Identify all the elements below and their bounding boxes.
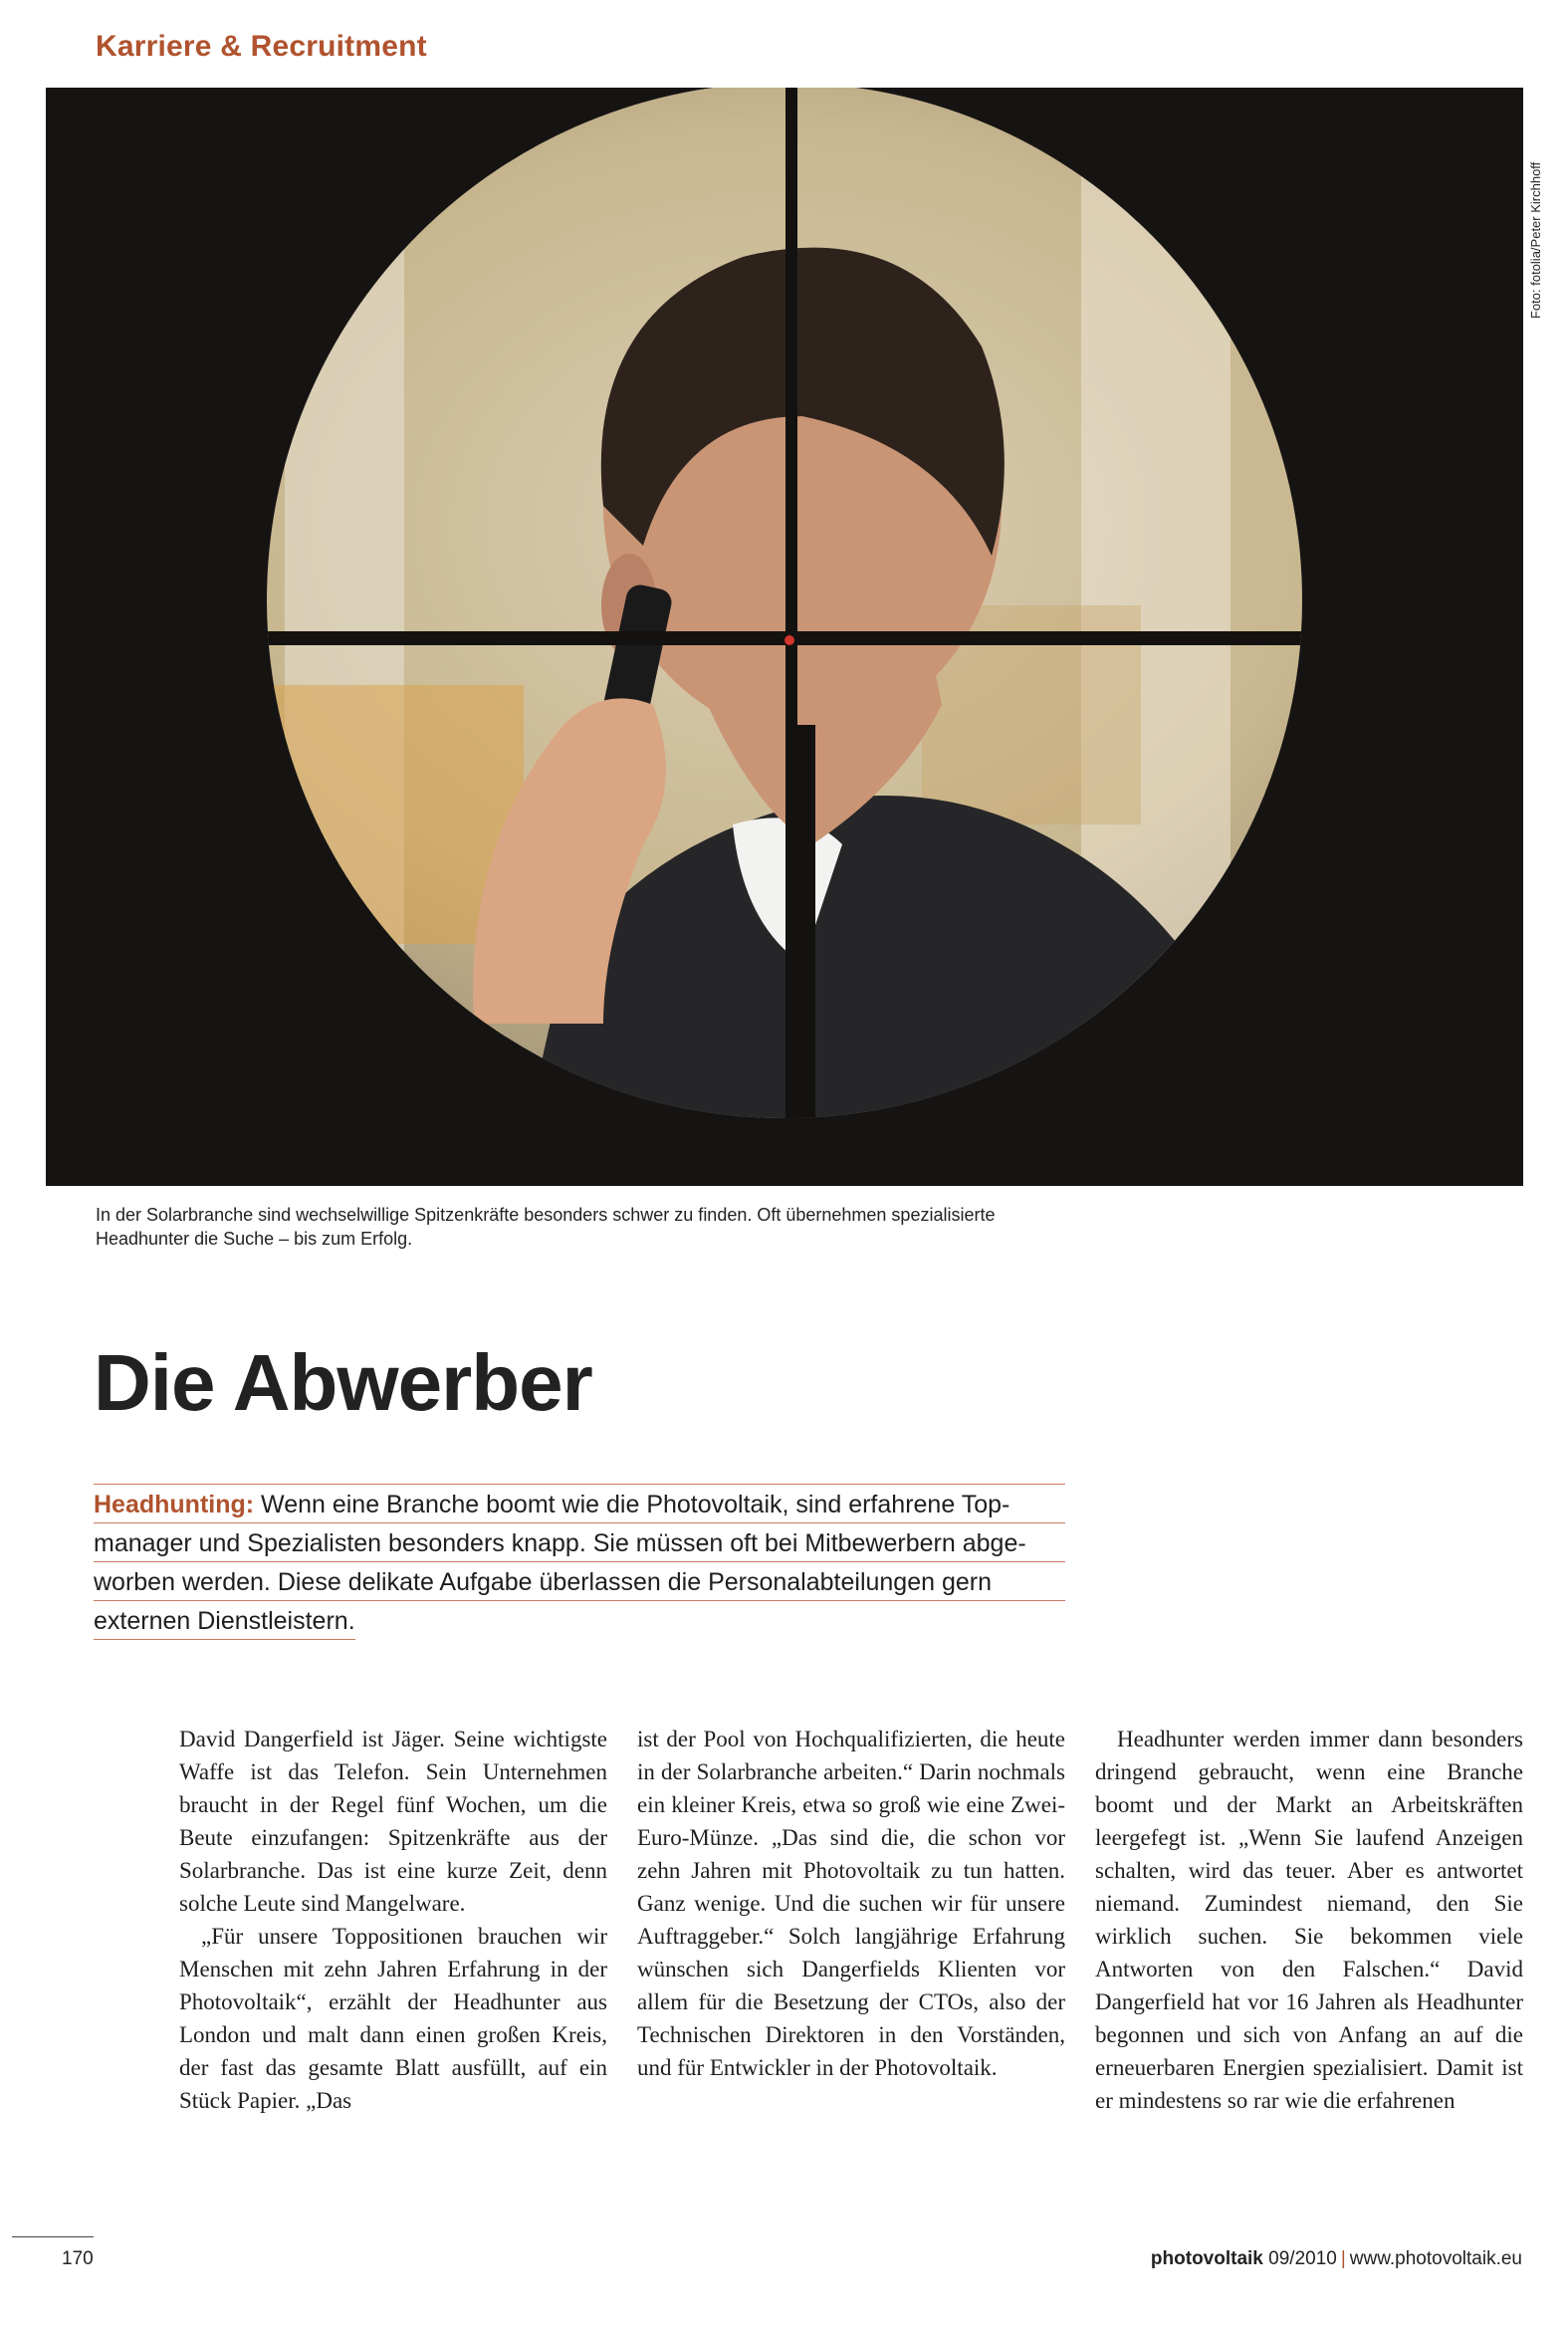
page-number: 170 (62, 2248, 94, 2269)
footer-separator: | (1340, 2248, 1346, 2269)
column-3-paragraph-1: Headhunter werden immer dann besonders dringend gebraucht, wenn eine Branche boomt und der Markt an Arbeitskräften leergefegt ist. „Wenn Sie laufend Anzeigen schalten, wird das teuer. Aber es antwortet niemand. Zumindest niemand, den Sie wirklich suchen. Sie bekommen viele Antworten von den Falschen.“ David Dangerfield hat vor 16 Jahren als Headhunter begonnen und sich von Anfang an auf die erneuerbaren Energien spezialisiert. Damit ist er mindestens so rar wie die erfahrenen (1095, 1727, 1523, 2113)
lead-kicker: Headhunting: (94, 1491, 255, 1518)
footer-issue: 09/2010 (1268, 2248, 1337, 2269)
scope-crosshair-photo (46, 88, 1523, 1186)
lead-line-3: worben werden. Diese delikate Aufgabe überlassen die Personalabteilungen gern (94, 1562, 1065, 1601)
lead-line-1-text: Wenn eine Branche boomt wie die Photovoltaik, sind erfahrene Top- (261, 1491, 1010, 1518)
lead-line-4: externen Dienstleistern. (94, 1601, 355, 1640)
column-2-paragraph-1: ist der Pool von Hochqualifizierten, die heute in der Solarbranche arbeiten.“ Darin nochmals ein kleiner Kreis, etwa so groß wie eine Zwei-Euro-Münze. „Das sind die, die schon vor zehn Jahren mit Photovoltaik zu tun hatten. Ganz wenige. Und die suchen wir für unsere Auftraggeber.“ Solch langjährige Erfahrung wünschen sich Dangerfields Klienten vor allem für die Besetzung der CTOs, also der Technischen Direktoren in den Vorständen, und für Entwickler in der Photovoltaik. (637, 1727, 1065, 2080)
article-column-3 (1095, 1723, 1523, 2117)
article-title: Die Abwerber (94, 1338, 592, 1427)
footer-rule (12, 2236, 94, 2237)
footer-brand: photovoltaik (1150, 2248, 1263, 2269)
section-label: Karriere & Recruitment (96, 30, 427, 63)
lead-line-2: manager und Spezialisten besonders knapp. Sie müssen oft bei Mitbewerbern abge- (94, 1523, 1065, 1562)
article-column-1 (179, 1723, 607, 2117)
column-1-paragraph-2: „Für unsere Toppositionen brauchen wir Menschen mit zehn Jahren Erfahrung in der Photovoltaik“, erzählt der Headhunter aus London und malt dann einen großen Kreis, der fast das gesamte Blatt ausfüllt, auf ein Stück Papier. „Das (179, 1924, 607, 2113)
photo-credit: Foto: fotolia/Peter Kirchhoff (1528, 161, 1543, 319)
column-1-paragraph-1: David Dangerfield ist Jäger. Seine wichtigste Waffe ist das Telefon. Sein Unternehmen braucht in der Regel fünf Wochen, um die Beute einzufangen: Spitzenkräfte aus der Solarbranche. Das ist eine kurze Zeit, denn solche Leute sind Mangelware. (179, 1727, 607, 1916)
article-lead (94, 1484, 1065, 1640)
footer-url: www.photovoltaik.eu (1349, 2248, 1522, 2269)
article-column-2 (637, 1723, 1065, 2084)
lead-line-1 (94, 1484, 1065, 1523)
photo-caption: In der Solarbranche sind wechselwillige Spitzenkräfte besonders schwer zu finden. Oft übernehmen spezialisierte Headhunter die Suche – bis zum Erfolg. (96, 1205, 996, 1249)
footer-publication (1151, 2248, 1522, 2270)
